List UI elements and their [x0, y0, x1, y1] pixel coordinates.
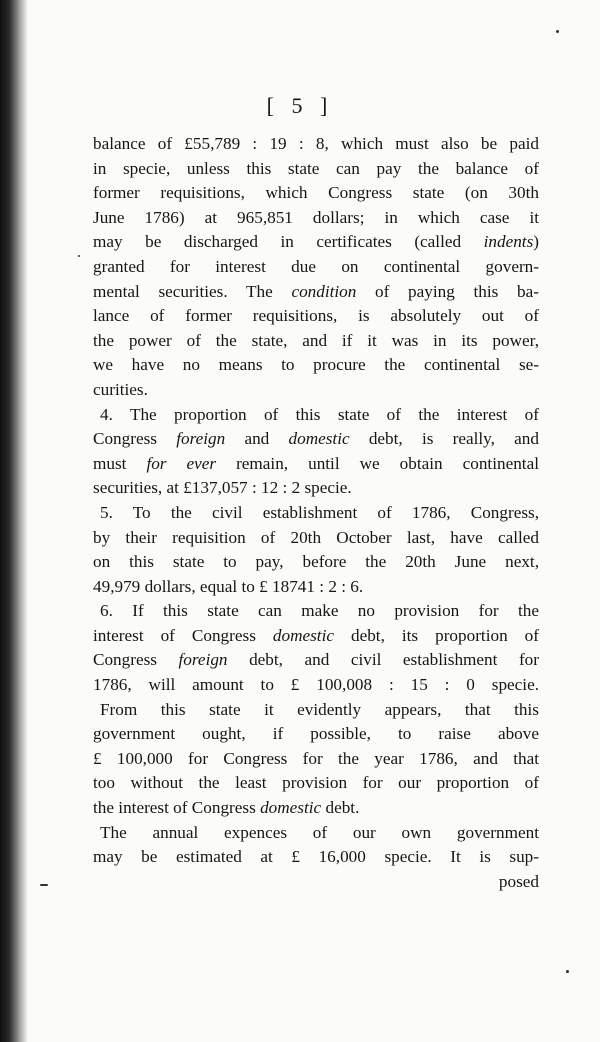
- text-line: may be discharged in certificates (called indents): [93, 232, 539, 252]
- paragraph-start-line: The annual expences of our own government: [100, 822, 539, 842]
- text-line: too without the least provision for our proportion of: [93, 773, 539, 793]
- paragraph-start-line: From this state it evidently appears, that this: [100, 699, 539, 719]
- ink-speck: [40, 884, 48, 886]
- paragraph-start-line: 6. If this state can make no provision for the: [100, 601, 539, 621]
- paragraph-start-line: 4. The proportion of this state of the interest of: [100, 404, 539, 424]
- text-line: curities.: [93, 379, 148, 399]
- text-line: may be estimated at £ 16,000 specie. It is sup-: [93, 847, 539, 867]
- ink-speck: [566, 970, 569, 973]
- text-line: £ 100,000 for Congress for the year 1786, and that: [93, 748, 539, 768]
- page-number-header: [ 5 ]: [266, 93, 334, 118]
- text-line: former requisitions, which Congress state (on 30th: [93, 183, 539, 203]
- text-line: interest of Congress domestic debt, its proportion of: [93, 625, 539, 645]
- text-line: June 1786) at 965,851 dollars; in which case it: [93, 207, 539, 227]
- text-line: on this state to pay, before the 20th June next,: [93, 552, 539, 572]
- ink-speck: [78, 255, 80, 257]
- text-line: government ought, if possible, to raise above: [93, 724, 539, 744]
- text-line: we have no means to procure the continental se-: [93, 355, 539, 375]
- text-line: 1786, will amount to £ 100,008 : 15 : 0 specie.: [93, 675, 539, 695]
- text-line: must for ever remain, until we obtain continental: [93, 453, 539, 473]
- text-line: in specie, unless this state can pay the balance of: [93, 158, 539, 178]
- text-line: balance of £55,789 : 19 : 8, which must also be paid: [93, 134, 539, 153]
- text-line: lance of former requisitions, is absolutely out of: [93, 306, 539, 326]
- text-line: mental securities. The condition of paying this ba-: [93, 281, 539, 301]
- catchword: posed: [498, 871, 539, 891]
- text-line: securities, at £137,057 : 12 : 2 specie.: [93, 478, 352, 498]
- body-text: [93, 132, 539, 894]
- paragraph-start-line: 5. To the civil establishment of 1786, Congress,: [100, 502, 539, 522]
- text-line: granted for interest due on continental govern-: [93, 256, 539, 276]
- text-line: the interest of Congress domestic debt.: [93, 798, 360, 818]
- text-line: the power of the state, and if it was in its power,: [93, 330, 539, 350]
- text-line: 49,979 dollars, equal to £ 18741 : 2 : 6.: [93, 576, 364, 596]
- book-binding-shadow: [0, 0, 28, 1042]
- text-line: by their requisition of 20th October last, have called: [93, 527, 539, 547]
- ink-speck: [556, 30, 559, 33]
- text-line: Congress foreign and domestic debt, is really, and: [93, 429, 539, 449]
- text-line: Congress foreign debt, and civil establishment for: [93, 650, 539, 670]
